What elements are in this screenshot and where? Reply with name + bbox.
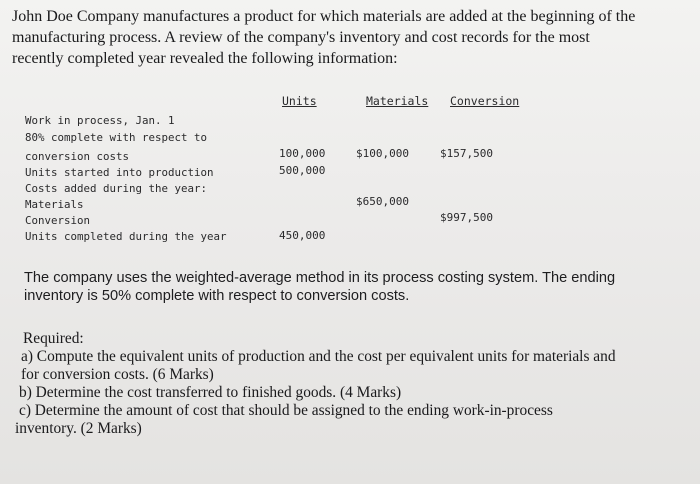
- required-a-line-2: for conversion costs. (6 Marks): [21, 366, 214, 383]
- required-c-line-2: inventory. (2 Marks): [15, 420, 142, 437]
- intro-line-3: recently completed year revealed the following information:: [12, 50, 398, 67]
- label-materials: Materials: [25, 198, 84, 211]
- label-wip-line-2: 80% complete with respect to: [25, 131, 208, 144]
- value-wip-conversion: $157,500: [440, 147, 493, 160]
- value-completed-units: 450,000: [279, 229, 326, 242]
- method-paragraph: [24, 269, 684, 305]
- required-b-line-1: b) Determine the cost transferred to finished goods. (4 Marks): [19, 384, 402, 401]
- method-line-1: The company uses the weighted-average method in its process costing system. The ending: [24, 270, 616, 286]
- label-units-started: Units started into production: [25, 166, 214, 179]
- required-section: [15, 330, 685, 438]
- value-started-units: 500,000: [279, 164, 326, 177]
- value-wip-materials: $100,000: [356, 147, 409, 160]
- label-conversion: Conversion: [25, 214, 91, 227]
- value-wip-units: 100,000: [279, 147, 326, 160]
- value-conversion-added: $997,500: [440, 211, 493, 224]
- method-line-2: inventory is 50% complete with respect to conversion costs.: [24, 288, 410, 304]
- intro-line-2: manufacturing process. A review of the company's inventory and cost records for the most: [12, 29, 590, 46]
- header-conversion: Conversion: [450, 94, 520, 108]
- label-wip-line-3: conversion costs: [25, 150, 130, 163]
- intro-line-1: John Doe Company manufactures a product for which materials are added at the beginning of the: [12, 8, 636, 25]
- header-units: Units: [282, 94, 317, 108]
- label-costs-added: Costs added during the year:: [25, 182, 208, 195]
- required-a-line-1: a) Compute the equivalent units of production and the cost per equivalent units for materials and: [21, 348, 616, 365]
- value-materials-added: $650,000: [356, 195, 409, 208]
- label-wip-line-1: Work in process, Jan. 1: [25, 114, 175, 127]
- label-units-completed: Units completed during the year: [25, 230, 227, 243]
- header-materials: Materials: [366, 94, 429, 108]
- intro-paragraph: [12, 6, 692, 69]
- required-title: Required:: [23, 330, 84, 347]
- required-c-line-1: c) Determine the amount of cost that should be assigned to the ending work-in-process: [19, 402, 553, 419]
